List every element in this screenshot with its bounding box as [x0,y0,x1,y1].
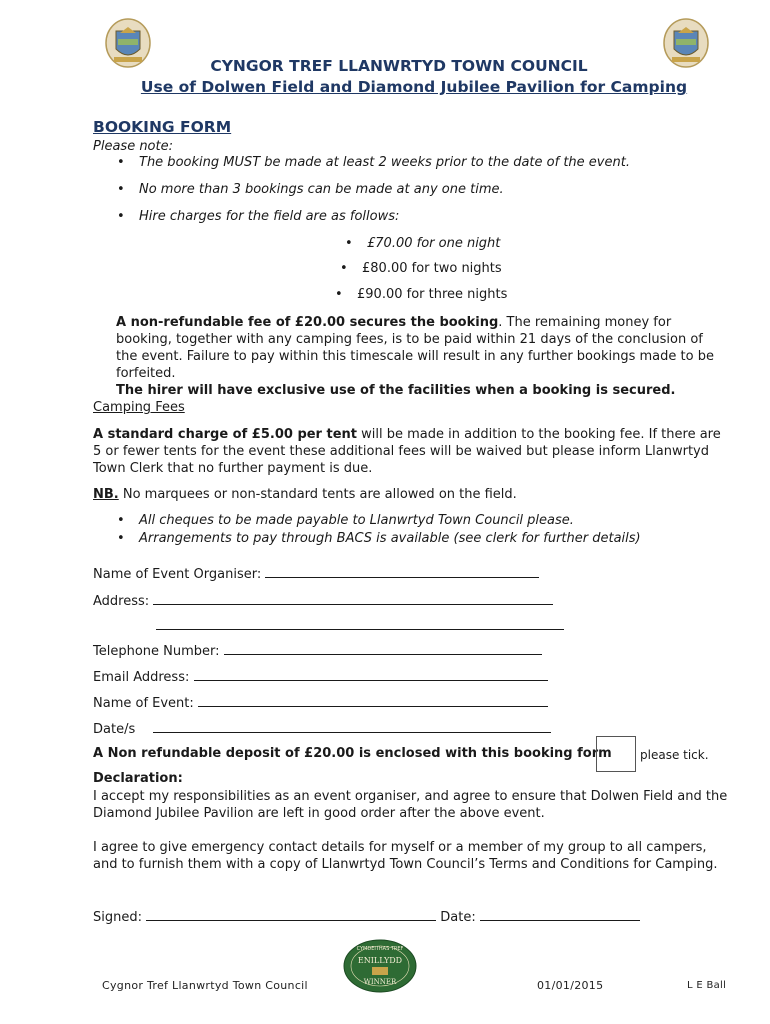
nb-note [93,487,517,502]
charge-item: • £70.00 for one night [367,236,500,251]
dates-row [93,720,551,737]
address-label: Address: [93,594,150,609]
booking-fee-paragraph [116,314,716,382]
camping-charge-paragraph [93,426,733,477]
booking-fee-rest: . The remaining money for booking, together with any camping fees, is to be paid within 21 days of the conclusion of the event. Failure to pay within this timescale will result in any further bookings made to be forfeited. [116,315,714,381]
telephone-row [93,642,542,659]
date-label: Date: [440,910,476,925]
event-name-label: Name of Event: [93,696,194,711]
charge-item: • £80.00 for two nights [362,261,502,276]
note-item: • Hire charges for the field are as follows: [139,209,399,224]
organiser-label: Name of Event Organiser: [93,567,262,582]
email-field[interactable] [194,668,548,681]
declaration-heading: Declaration: [93,771,183,786]
signature-date-field[interactable] [480,908,640,921]
tick-instruction: please tick. [640,748,709,762]
signature-row [93,908,640,925]
badge-top-text: CYMDEITHAS TREF [356,946,404,952]
nb-text: No marquees or non-standard tents are allowed on the field. [118,487,517,502]
dates-label: Date/s [93,722,136,737]
badge-mid-text: ENILLYDD [357,956,403,965]
signature-field[interactable] [146,908,436,921]
footer-initials: L E Ball [687,980,727,991]
footer-date: 01/01/2015 [537,979,604,992]
exclusive-use-text: The hirer will have exclusive use of the facilities when a booking is secured. [116,383,676,398]
camping-charge-rest: will be made in addition to the booking fee. If there are 5 or fewer tents for the event these additional fees will be waived but please inform Llanwrtyd Town Clerk that no further payment is due. [93,427,721,476]
note-item: • No more than 3 bookings can be made at any one time. [139,182,504,197]
telephone-label: Telephone Number: [93,644,220,659]
note-label: Please note: [93,139,173,154]
organiser-field[interactable] [265,565,539,578]
deposit-text: A Non refundable deposit of £20.00 is enclosed with this booking form [93,746,612,761]
address-line-2 [156,617,564,634]
address-row [93,592,553,609]
declaration-paragraph-1: I accept my responsibilities as an event organiser, and agree to ensure that Dolwen Field and the Diamond Jubilee Pavilion are left in good order after the above event. [93,789,728,821]
email-row [93,668,548,685]
event-name-field[interactable] [198,694,548,707]
note-item: • The booking MUST be made at least 2 weeks prior to the date of the event. [139,155,630,170]
charge-item: • £90.00 for three nights [357,287,507,302]
event-name-row [93,694,548,711]
booking-fee-bold: A non-refundable fee of £20.00 secures the booking [116,315,499,330]
camping-charge-bold: A standard charge of £5.00 per tent [93,427,357,442]
address-field[interactable] [153,592,553,605]
telephone-field[interactable] [224,642,542,655]
signed-label: Signed: [93,910,142,925]
camping-fees-heading: Camping Fees [93,400,185,415]
badge-bottom-text: WINNER [363,978,397,986]
email-label: Email Address: [93,670,190,685]
address-field-2[interactable] [156,617,564,630]
footer-council: Cygnor Tref Llanwrtyd Town Council [102,979,308,992]
payment-note: • All cheques to be made payable to Llanwrtyd Town Council please. [139,513,574,528]
nb-label: NB. [93,487,119,502]
booking-heading: BOOKING FORM [93,118,232,136]
payment-note: • Arrangements to pay through BACS is available (see clerk for further details) [139,531,641,546]
page-title: CYNGOR TREF LLANWRTYD TOWN COUNCIL [210,57,588,75]
deposit-tick-checkbox[interactable] [596,736,636,772]
declaration-paragraph-2: I agree to give emergency contact details for myself or a member of my group to all campers, and to furnish them with a copy of Llanwrtyd Town Council’s Terms and Conditions for Camping. [93,840,718,872]
award-badge-icon [342,938,418,994]
organiser-row [93,565,539,582]
page-subtitle: Use of Dolwen Field and Diamond Jubilee Pavilion for Camping [140,78,688,96]
dates-field[interactable] [153,720,551,733]
